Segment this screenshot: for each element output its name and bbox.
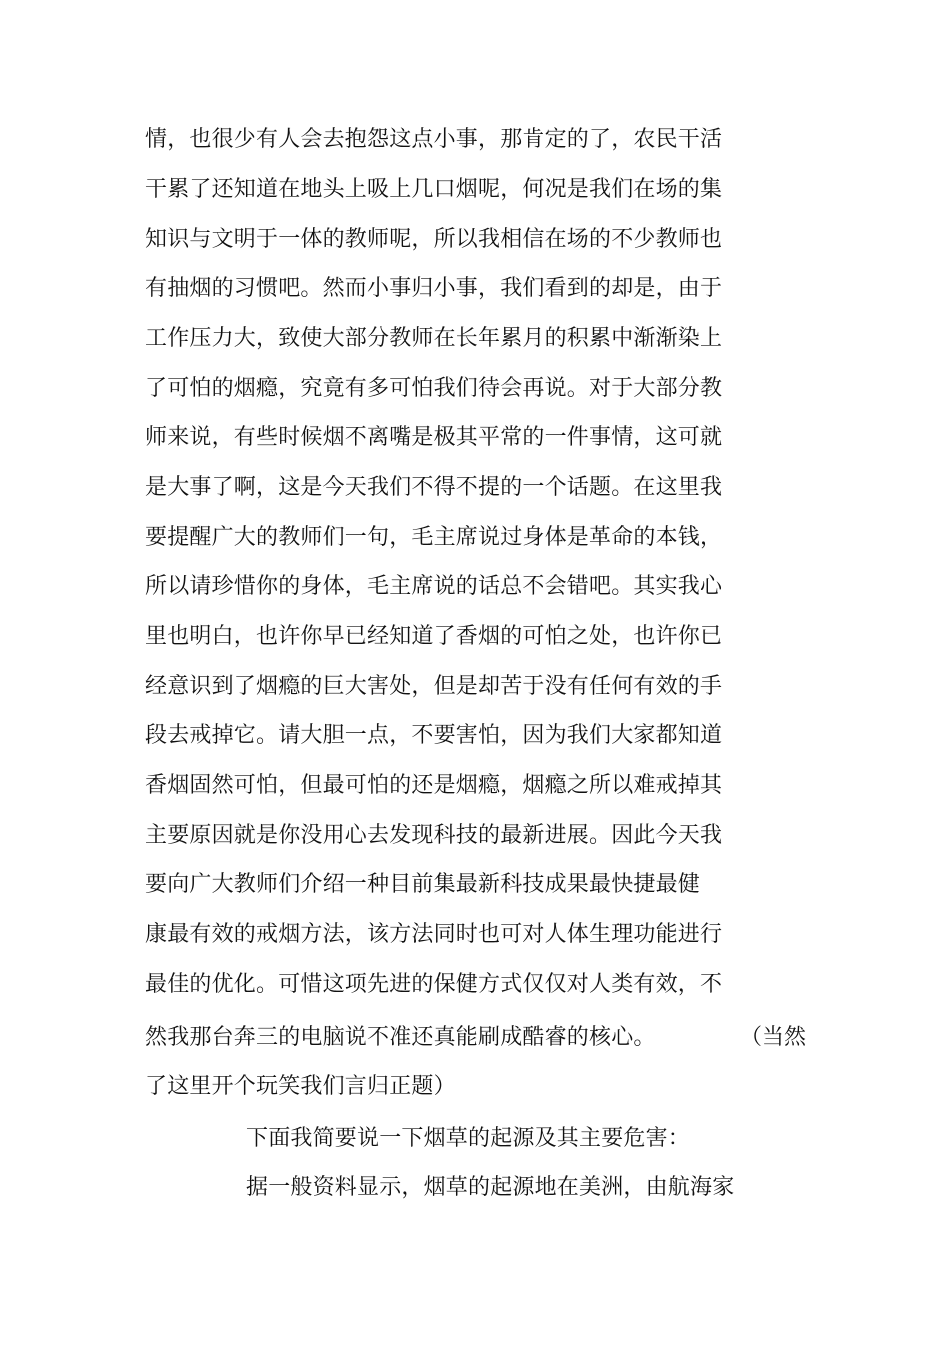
text-line: 里也明白，也许你早已经知道了香烟的可怕之处，也许你已 <box>145 624 723 649</box>
text-line: 是大事了啊，这是今天我们不得不提的一个话题。在这里我 <box>145 475 723 500</box>
text-line: 情，也很少有人会去抱怨这点小事，那肯定的了，农民干活 <box>145 127 723 152</box>
text-line: 香烟固然可怕，但最可怕的还是烟瘾，烟瘾之所以难戒掉其 <box>145 773 723 798</box>
text-line: 有抽烟的习惯吧。然而小事归小事，我们看到的却是，由于 <box>145 276 723 301</box>
text-line: 最佳的优化。可惜这项先进的保健方式仅仅对人类有效，不 <box>145 972 723 997</box>
paragraph-start-line: 据一般资料显示，烟草的起源地在美洲，由航海家 <box>246 1175 735 1200</box>
text-line: 段去戒掉它。请大胆一点，不要害怕，因为我们大家都知道 <box>145 723 723 748</box>
parenthetical-aside: （当然 <box>740 1025 807 1050</box>
text-line: 知识与文明于一体的教师呢，所以我相信在场的不少教师也 <box>145 227 723 252</box>
text-line: 干累了还知道在地头上吸上几口烟呢，何况是我们在场的集 <box>145 177 723 202</box>
text-line: 所以请珍惜你的身体，毛主席说的话总不会错吧。其实我心 <box>145 574 723 599</box>
text-line: 康最有效的戒烟方法，该方法同时也可对人体生理功能进行 <box>145 922 723 947</box>
text-line: 经意识到了烟瘾的巨大害处，但是却苦于没有任何有效的手 <box>145 674 723 699</box>
text-line: 师来说，有些时候烟不离嘴是极其平常的一件事情，这可就 <box>145 425 723 450</box>
text-line: 主要原因就是你没用心去发现科技的最新进展。因此今天我 <box>145 823 723 848</box>
text-line: 了可怕的烟瘾，究竟有多可怕我们待会再说。对于大部分教 <box>145 376 723 401</box>
text-line: 了这里开个玩笑我们言归正题） <box>145 1074 456 1099</box>
text-line: 要向广大教师们介绍一种目前集最新科技成果最快捷最健 <box>145 872 701 897</box>
text-line: 工作压力大，致使大部分教师在长年累月的积累中渐渐染上 <box>145 326 723 351</box>
text-line: 然我那台奔三的电脑说不准还真能刷成酷睿的核心。 <box>145 1025 656 1050</box>
text-line: 要提醒广大的教师们一句，毛主席说过身体是革命的本钱， <box>145 525 723 550</box>
paragraph-heading-line: 下面我简要说一下烟草的起源及其主要危害： <box>246 1126 691 1151</box>
